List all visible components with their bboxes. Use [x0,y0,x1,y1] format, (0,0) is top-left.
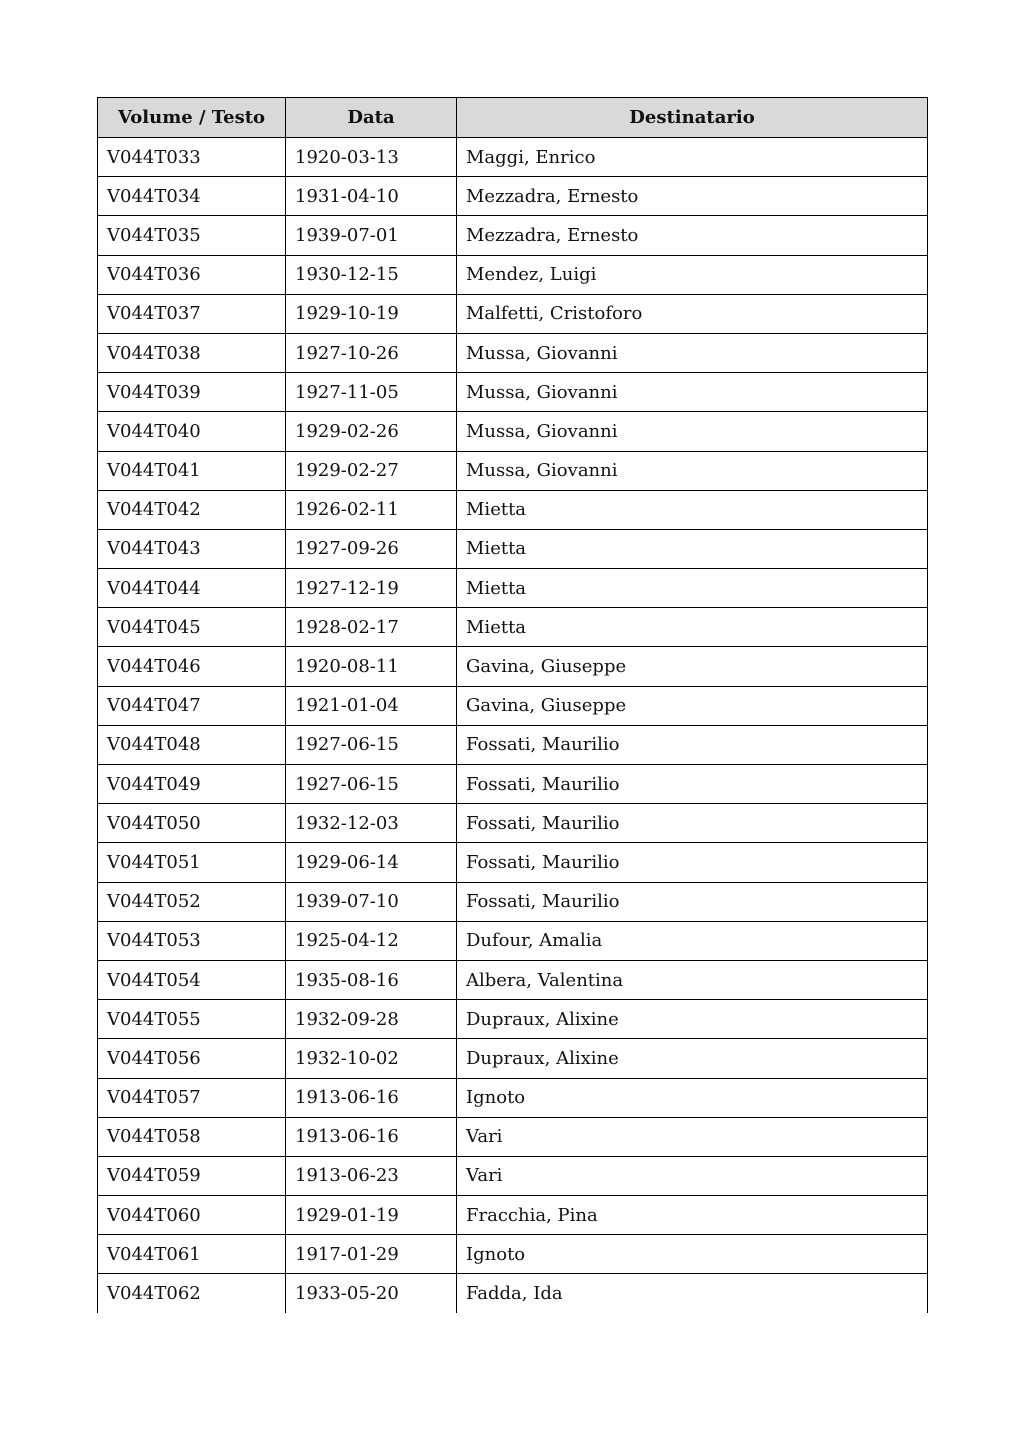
destinatario-cell: Dufour, Amalia [457,921,928,960]
destinatario-cell: Fossati, Maurilio [457,843,928,882]
data-cell: 1935-08-16 [286,960,457,999]
data-cell: 1913-06-16 [286,1117,457,1156]
destinatario-cell: Fracchia, Pina [457,1196,928,1235]
destinatario-cell: Dupraux, Alixine [457,1039,928,1078]
data-cell: 1931-04-10 [286,177,457,216]
data-cell: 1913-06-23 [286,1156,457,1195]
table-row [98,216,928,255]
volume-testo-cell: V044T051 [98,843,286,882]
volume-testo-cell: V044T036 [98,255,286,294]
data-cell: 1939-07-01 [286,216,457,255]
table-row [98,1039,928,1078]
table-row [98,412,928,451]
data-cell: 1929-10-19 [286,294,457,333]
volume-testo-cell: V044T049 [98,765,286,804]
data-cell: 1927-06-15 [286,725,457,764]
destinatario-cell: Albera, Valentina [457,960,928,999]
table-row [98,451,928,490]
volume-testo-cell: V044T057 [98,1078,286,1117]
destinatario-cell: Fossati, Maurilio [457,804,928,843]
table-row [98,333,928,372]
volume-testo-cell: V044T037 [98,294,286,333]
data-cell: 1927-12-19 [286,569,457,608]
volume-testo-cell: V044T045 [98,608,286,647]
table-row [98,1000,928,1039]
data-cell: 1939-07-10 [286,882,457,921]
data-cell: 1927-09-26 [286,529,457,568]
table-row [98,921,928,960]
table-row [98,569,928,608]
table-row [98,843,928,882]
table-row [98,177,928,216]
destinatario-cell: Fossati, Maurilio [457,882,928,921]
data-cell: 1932-12-03 [286,804,457,843]
volume-testo-cell: V044T046 [98,647,286,686]
volume-testo-cell: V044T062 [98,1274,286,1313]
destinatario-cell: Fadda, Ida [457,1274,928,1313]
table-row [98,1235,928,1274]
data-cell: 1929-02-26 [286,412,457,451]
volume-testo-cell: V044T040 [98,412,286,451]
table-row [98,686,928,725]
data-cell: 1929-01-19 [286,1196,457,1235]
table-row [98,1196,928,1235]
volume-testo-cell: V044T035 [98,216,286,255]
volume-testo-cell: V044T056 [98,1039,286,1078]
volume-testo-cell: V044T033 [98,138,286,177]
destinatario-cell: Mussa, Giovanni [457,333,928,372]
table-header [98,98,928,138]
volume-testo-cell: V044T059 [98,1156,286,1195]
volume-testo-cell: V044T055 [98,1000,286,1039]
volume-testo-cell: V044T050 [98,804,286,843]
table-row [98,373,928,412]
records-table [97,97,928,1313]
destinatario-cell: Gavina, Giuseppe [457,686,928,725]
volume-testo-cell: V044T044 [98,569,286,608]
table-row [98,1274,928,1313]
table-row [98,255,928,294]
table-row [98,960,928,999]
data-cell: 1920-03-13 [286,138,457,177]
column-header-data: Data [286,98,457,138]
destinatario-cell: Gavina, Giuseppe [457,647,928,686]
volume-testo-cell: V044T047 [98,686,286,725]
table-body [98,138,928,1313]
volume-testo-cell: V044T058 [98,1117,286,1156]
data-cell: 1932-09-28 [286,1000,457,1039]
data-cell: 1925-04-12 [286,921,457,960]
destinatario-cell: Mussa, Giovanni [457,373,928,412]
data-cell: 1928-02-17 [286,608,457,647]
destinatario-cell: Mezzadra, Ernesto [457,216,928,255]
data-cell: 1913-06-16 [286,1078,457,1117]
data-cell: 1932-10-02 [286,1039,457,1078]
table-row [98,490,928,529]
table-row [98,1117,928,1156]
table-row [98,138,928,177]
volume-testo-cell: V044T043 [98,529,286,568]
data-cell: 1929-02-27 [286,451,457,490]
volume-testo-cell: V044T039 [98,373,286,412]
data-cell: 1917-01-29 [286,1235,457,1274]
destinatario-cell: Vari [457,1156,928,1195]
header-row [98,98,928,138]
destinatario-cell: Mietta [457,608,928,647]
volume-testo-cell: V044T061 [98,1235,286,1274]
table-row [98,882,928,921]
data-cell: 1927-11-05 [286,373,457,412]
data-cell: 1933-05-20 [286,1274,457,1313]
destinatario-cell: Ignoto [457,1078,928,1117]
destinatario-cell: Mietta [457,490,928,529]
destinatario-cell: Fossati, Maurilio [457,765,928,804]
table-row [98,608,928,647]
table-row [98,1078,928,1117]
destinatario-cell: Malfetti, Cristoforo [457,294,928,333]
table-row [98,765,928,804]
table-row [98,294,928,333]
destinatario-cell: Mussa, Giovanni [457,451,928,490]
destinatario-cell: Dupraux, Alixine [457,1000,928,1039]
column-header-destinatario: Destinatario [457,98,928,138]
volume-testo-cell: V044T054 [98,960,286,999]
volume-testo-cell: V044T034 [98,177,286,216]
data-cell: 1920-08-11 [286,647,457,686]
destinatario-cell: Maggi, Enrico [457,138,928,177]
data-cell: 1930-12-15 [286,255,457,294]
volume-testo-cell: V044T042 [98,490,286,529]
data-cell: 1927-10-26 [286,333,457,372]
table-row [98,804,928,843]
column-header-volume-testo: Volume / Testo [98,98,286,138]
table-row [98,725,928,764]
destinatario-cell: Vari [457,1117,928,1156]
destinatario-cell: Mietta [457,529,928,568]
volume-testo-cell: V044T038 [98,333,286,372]
volume-testo-cell: V044T041 [98,451,286,490]
volume-testo-cell: V044T053 [98,921,286,960]
destinatario-cell: Mietta [457,569,928,608]
volume-testo-cell: V044T052 [98,882,286,921]
table-row [98,1156,928,1195]
data-cell: 1929-06-14 [286,843,457,882]
destinatario-cell: Fossati, Maurilio [457,725,928,764]
destinatario-cell: Mussa, Giovanni [457,412,928,451]
data-cell: 1926-02-11 [286,490,457,529]
destinatario-cell: Ignoto [457,1235,928,1274]
volume-testo-cell: V044T048 [98,725,286,764]
destinatario-cell: Mendez, Luigi [457,255,928,294]
table-row [98,529,928,568]
data-cell: 1927-06-15 [286,765,457,804]
destinatario-cell: Mezzadra, Ernesto [457,177,928,216]
data-cell: 1921-01-04 [286,686,457,725]
document-page [97,97,927,1313]
volume-testo-cell: V044T060 [98,1196,286,1235]
table-row [98,647,928,686]
